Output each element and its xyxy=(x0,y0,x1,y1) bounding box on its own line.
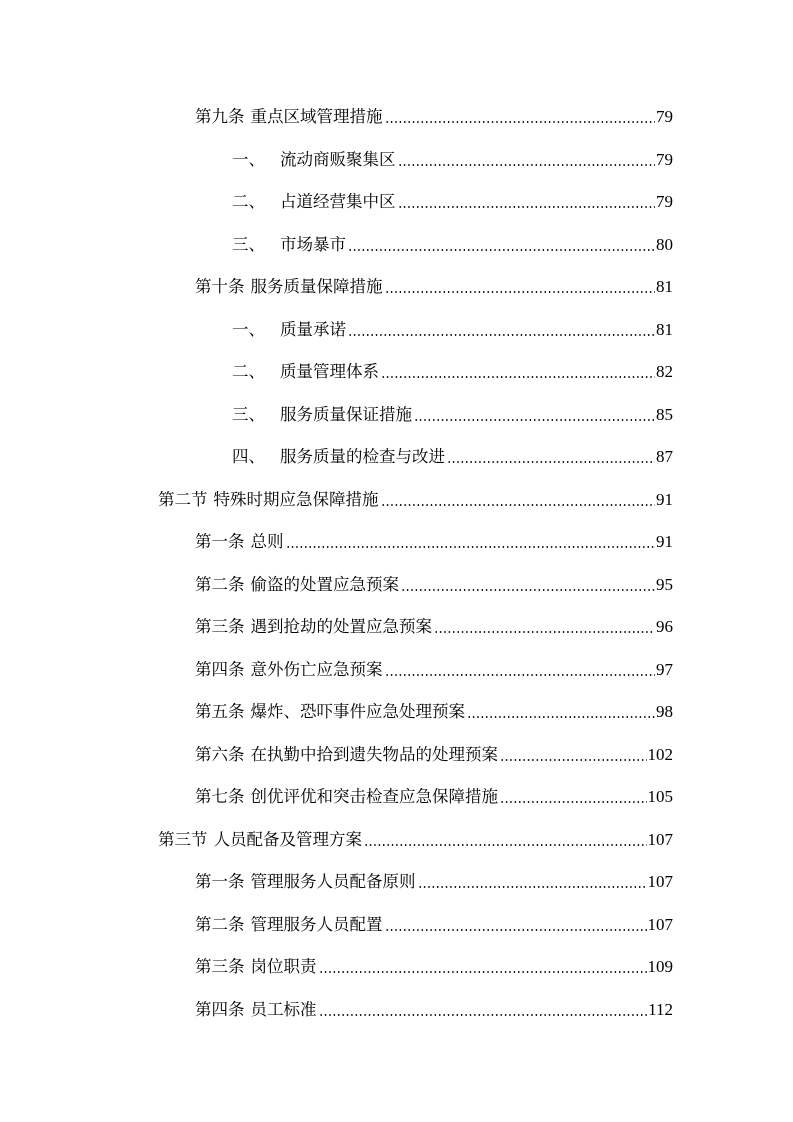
toc-entry-title: 质量管理体系 xyxy=(280,362,379,381)
dot-leader xyxy=(417,869,647,895)
toc-entry-number: 四、 xyxy=(232,447,265,466)
dot-leader xyxy=(384,657,656,683)
toc-entry-title: 员工标准 xyxy=(250,999,317,1019)
toc-entry-number: 第六条 xyxy=(195,744,245,764)
toc-entry-page: 105 xyxy=(647,787,673,806)
toc-entry-page: 79 xyxy=(656,107,673,126)
toc-entry-title: 岗位职责 xyxy=(250,957,317,976)
dot-leader xyxy=(499,742,647,768)
toc-entry-page: 81 xyxy=(656,319,673,339)
toc-entry[interactable] xyxy=(195,869,673,895)
toc-entry-number: 第四条 xyxy=(195,659,245,679)
toc-entry[interactable] xyxy=(232,189,673,215)
dot-leader xyxy=(347,232,655,258)
toc-entry[interactable] xyxy=(195,784,673,810)
toc-entry[interactable] xyxy=(195,699,673,725)
toc-entry-number: 三、 xyxy=(232,404,265,424)
toc-entry-page: 91 xyxy=(656,532,673,551)
toc-entry-title: 在执勤中拾到遗失物品的处理预案 xyxy=(250,744,498,764)
toc-entry-page: 91 xyxy=(656,489,673,509)
toc-entry-page: 107 xyxy=(647,914,673,934)
toc-entry-title: 质量承诺 xyxy=(280,319,346,339)
toc-entry-page: 98 xyxy=(656,702,673,721)
toc-entry[interactable] xyxy=(232,317,673,343)
toc-section-entry[interactable] xyxy=(158,487,673,513)
toc-entry-number: 二、 xyxy=(232,192,265,211)
dot-leader xyxy=(318,954,647,980)
toc-entry-title: 遇到抢劫的处置应急预案 xyxy=(250,617,432,636)
toc-entry[interactable] xyxy=(195,104,673,130)
toc-entry[interactable] xyxy=(232,232,673,258)
toc-entry-page: 80 xyxy=(656,234,673,254)
toc-entry-number: 第二节 xyxy=(158,489,208,509)
toc-entry-title: 流动商贩聚集区 xyxy=(280,149,396,169)
toc-entry-title: 意外伤亡应急预案 xyxy=(250,659,383,679)
toc-entry[interactable] xyxy=(232,444,673,470)
dot-leader xyxy=(380,359,655,385)
toc-entry-title: 偷盗的处置应急预案 xyxy=(250,574,399,594)
toc-entry[interactable] xyxy=(232,147,673,173)
toc-entry-page: 85 xyxy=(656,404,673,424)
toc-entry-title: 总则 xyxy=(250,532,284,551)
toc-entry-number: 第二条 xyxy=(195,574,245,594)
toc-entry-title: 服务质量保障措施 xyxy=(250,277,383,296)
toc-entry[interactable] xyxy=(195,274,673,300)
toc-entry-number: 第一条 xyxy=(195,532,245,551)
toc-entry-number: 第九条 xyxy=(195,107,245,126)
dot-leader xyxy=(384,104,656,130)
toc-entry[interactable] xyxy=(195,742,673,768)
dot-leader xyxy=(318,997,648,1023)
toc-entry-page: 97 xyxy=(656,659,673,679)
dot-leader xyxy=(446,444,655,470)
dot-leader xyxy=(499,784,647,810)
toc-entry[interactable] xyxy=(195,657,673,683)
toc-entry-page: 87 xyxy=(656,447,673,466)
toc-section-entry[interactable] xyxy=(158,827,673,853)
toc-entry-number: 二、 xyxy=(232,362,265,381)
toc-entry-title: 市场暴市 xyxy=(280,234,346,254)
dot-leader xyxy=(413,402,655,428)
toc-entry-page: 112 xyxy=(648,999,673,1019)
toc-entry-page: 79 xyxy=(656,192,673,211)
toc-entry-title: 人员配备及管理方案 xyxy=(213,829,362,849)
toc-entry-page: 95 xyxy=(656,574,673,594)
toc-entry[interactable] xyxy=(195,614,673,640)
toc-entry[interactable] xyxy=(195,954,673,980)
toc-entry-page: 107 xyxy=(647,872,673,891)
dot-leader xyxy=(433,614,655,640)
toc-entry-title: 爆炸、恐吓事件应急处理预案 xyxy=(250,702,465,721)
toc-entry-title: 重点区域管理措施 xyxy=(250,107,383,126)
toc-entry-title: 服务质量的检查与改进 xyxy=(280,447,445,466)
toc-entry[interactable] xyxy=(232,402,673,428)
toc-entry[interactable] xyxy=(195,997,673,1023)
toc-entry-number: 第三条 xyxy=(195,957,245,976)
toc-entry-page: 96 xyxy=(656,617,673,636)
dot-leader xyxy=(384,274,656,300)
toc-entry-number: 第七条 xyxy=(195,787,245,806)
toc-entry-number: 第五条 xyxy=(195,702,245,721)
dot-leader xyxy=(397,189,656,215)
toc-entry-title: 服务质量保证措施 xyxy=(280,404,412,424)
toc-entry-title: 管理服务人员配备原则 xyxy=(250,872,416,891)
dot-leader xyxy=(380,487,656,513)
toc-entry-page: 82 xyxy=(656,362,673,381)
toc-entry-title: 创优评优和突击检查应急保障措施 xyxy=(250,787,498,806)
toc-entry-page: 81 xyxy=(656,277,673,296)
toc-entry[interactable] xyxy=(232,359,673,385)
dot-leader xyxy=(397,147,656,173)
toc-entry[interactable] xyxy=(195,529,673,555)
dot-leader xyxy=(466,699,655,725)
dot-leader xyxy=(363,827,647,853)
toc-entry-page: 102 xyxy=(647,744,673,764)
toc-entry-page: 109 xyxy=(647,957,673,976)
toc-entry-number: 第三节 xyxy=(158,829,208,849)
toc-entry-number: 第二条 xyxy=(195,914,245,934)
dot-leader xyxy=(285,529,656,555)
toc-entry-number: 第四条 xyxy=(195,999,245,1019)
toc-entry-number: 一、 xyxy=(232,319,265,339)
dot-leader xyxy=(400,572,655,598)
toc-entry[interactable] xyxy=(195,912,673,938)
toc-entry-title: 占道经营集中区 xyxy=(280,192,396,211)
toc-entry-number: 三、 xyxy=(232,234,265,254)
toc-entry-page: 107 xyxy=(647,829,673,849)
toc-entry-number: 第一条 xyxy=(195,872,245,891)
toc-entry-page: 79 xyxy=(656,149,673,169)
toc-entry-title: 管理服务人员配置 xyxy=(250,914,383,934)
toc-entry-number: 第十条 xyxy=(195,277,245,296)
dot-leader xyxy=(384,912,647,938)
toc-entry-number: 第三条 xyxy=(195,617,245,636)
toc-entry-title: 特殊时期应急保障措施 xyxy=(213,489,379,509)
dot-leader xyxy=(347,317,655,343)
toc-entry-number: 一、 xyxy=(232,149,265,169)
toc-entry[interactable] xyxy=(195,572,673,598)
